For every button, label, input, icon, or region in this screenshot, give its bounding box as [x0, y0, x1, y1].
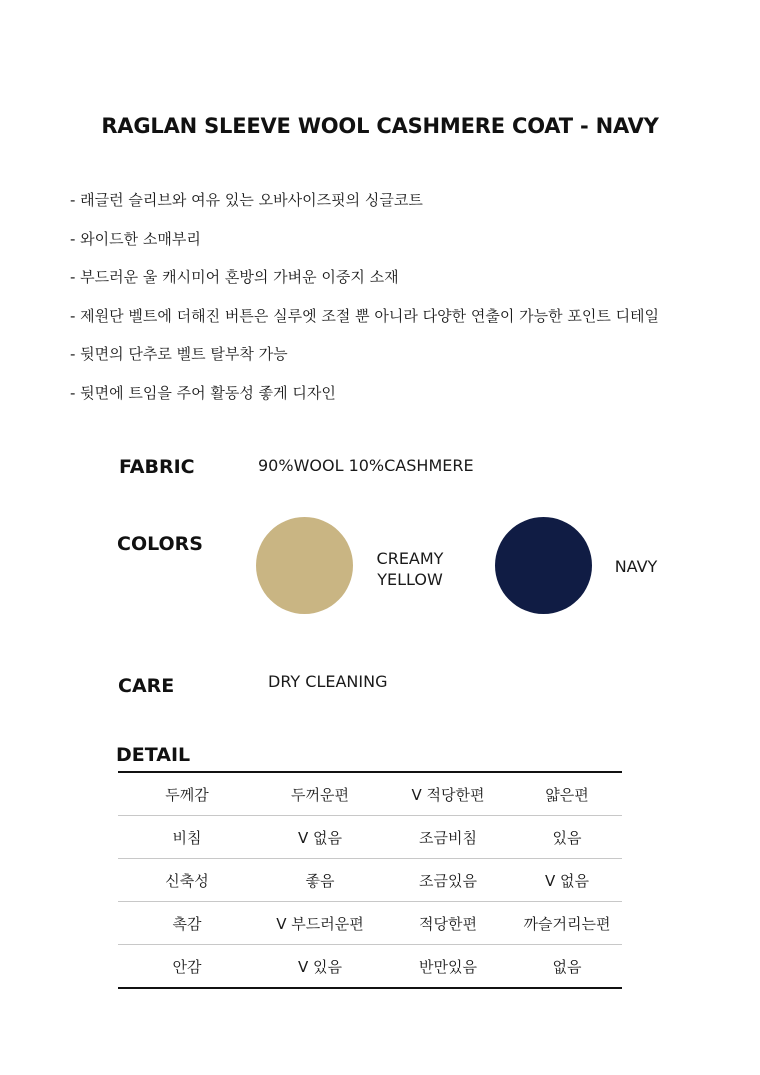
color-name-creamy-yellow — [360, 548, 460, 590]
feature-item: - 뒷면의 단추로 벨트 탈부착 가능 — [70, 345, 288, 363]
fabric-label: FABRIC — [119, 456, 195, 478]
color-swatch-creamy-yellow[interactable] — [256, 517, 353, 614]
detail-attribute: 촉감 — [118, 902, 256, 945]
detail-option: 반만있음 — [384, 945, 512, 989]
detail-option: 얇은편 — [545, 785, 589, 804]
detail-label: DETAIL — [116, 744, 191, 766]
feature-list — [70, 190, 659, 421]
detail-option: V 있음 — [256, 945, 384, 989]
color-name-line: YELLOW — [377, 570, 443, 589]
color-name-navy — [596, 556, 676, 577]
care-label: CARE — [118, 675, 175, 697]
detail-option: V 부드러운편 — [256, 902, 384, 945]
detail-option: 없음 — [512, 945, 622, 989]
detail-option: 까슬거리는편 — [512, 902, 622, 945]
detail-attribute: 안감 — [118, 945, 256, 989]
detail-option: V 없음 — [256, 816, 384, 859]
detail-option: 좋음 — [256, 859, 384, 902]
color-name-line: NAVY — [614, 557, 658, 576]
detail-option: V 없음 — [512, 859, 622, 902]
table-row — [118, 945, 622, 989]
feature-item: - 뒷면에 트임을 주어 활동성 좋게 디자인 — [70, 383, 336, 402]
detail-option: 적당한편 — [384, 902, 512, 945]
table-row — [118, 772, 622, 816]
feature-item: - 래글런 슬리브와 여유 있는 오바사이즈핏의 싱글코트 — [70, 191, 423, 209]
detail-option: 있음 — [512, 816, 622, 859]
detail-option: V 적당한편 — [411, 785, 485, 804]
fabric-value: 90%WOOL 10%CASHMERE — [258, 456, 474, 475]
feature-item: - 제원단 벨트에 더해진 버튼은 실루엣 조절 뿐 아니라 다양한 연출이 가능한 포인트 디테일 — [70, 306, 660, 325]
product-title: RAGLAN SLEEVE WOOL CASHMERE COAT - NAVY — [101, 114, 659, 138]
detail-attribute: 두께감 — [165, 785, 209, 804]
color-swatch-navy[interactable] — [495, 517, 592, 614]
table-row — [118, 816, 622, 859]
care-value: DRY CLEANING — [268, 672, 388, 691]
detail-option: 두꺼운편 — [291, 785, 349, 804]
detail-attribute: 비침 — [118, 816, 256, 859]
detail-table — [118, 771, 622, 989]
color-name-line: CREAMY — [376, 549, 444, 568]
detail-attribute: 신축성 — [118, 859, 256, 902]
detail-option: 조금비침 — [384, 816, 512, 859]
feature-item: - 부드러운 울 캐시미어 혼방의 가벼운 이중지 소재 — [70, 268, 399, 286]
feature-item: - 와이드한 소매부리 — [70, 229, 201, 248]
colors-label: COLORS — [117, 533, 203, 555]
table-row — [118, 859, 622, 902]
detail-option: 조금있음 — [384, 859, 512, 902]
table-row — [118, 902, 622, 945]
